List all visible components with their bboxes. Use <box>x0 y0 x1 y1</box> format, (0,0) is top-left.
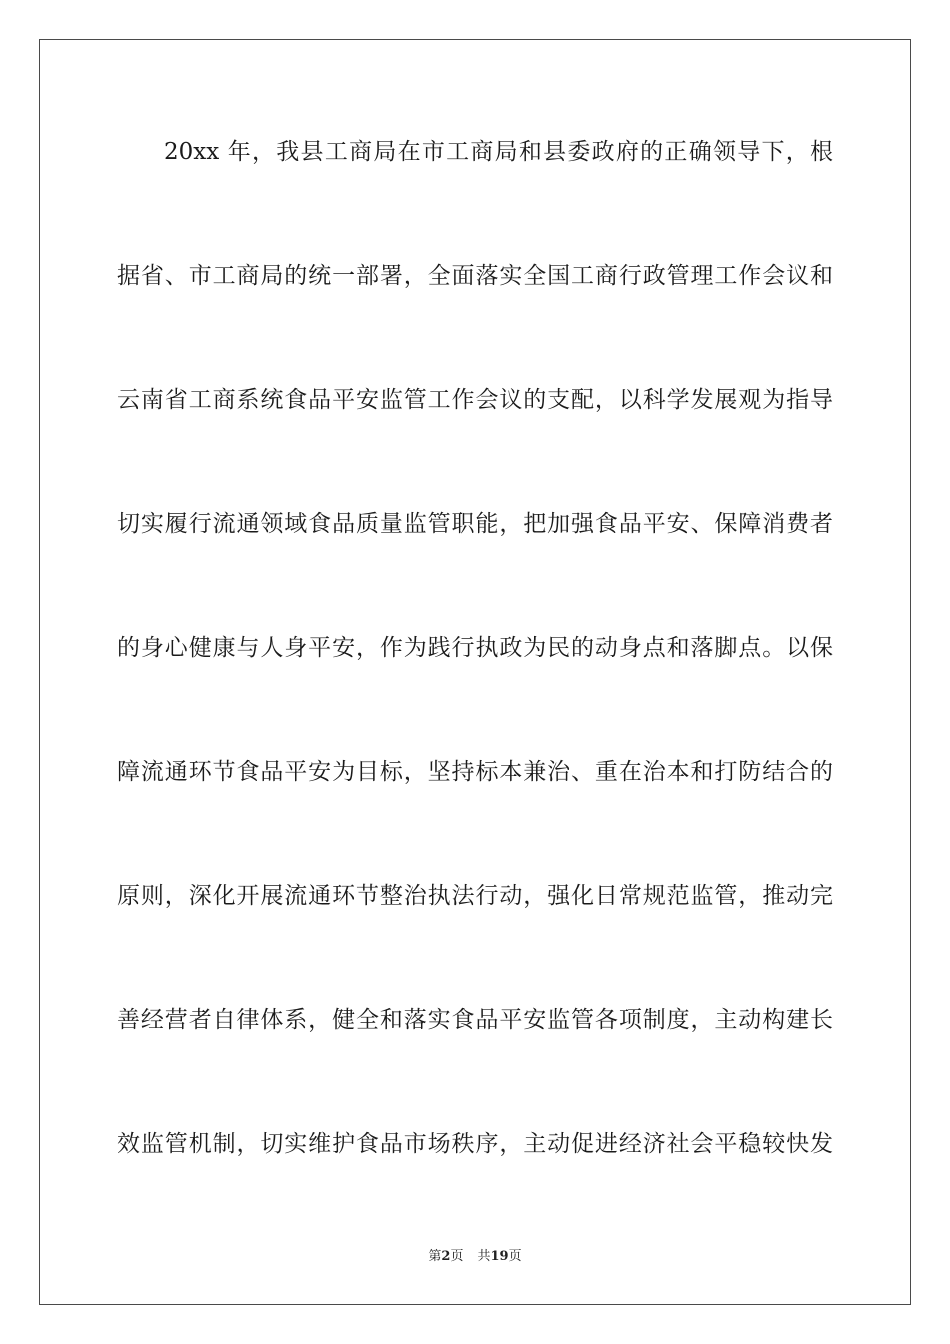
paragraph-line: 云南省工商系统食品平安监管工作会议的支配，以科学发展观为指导 <box>117 387 833 413</box>
paragraph-line: 20xx 年，我县工商局在市工商局和县委政府的正确领导下，根 <box>164 139 833 165</box>
paragraph-line: 切实履行流通领域食品质量监管职能，把加强食品平安、保障消费者 <box>117 511 833 537</box>
paragraph-line: 据省、市工商局的统一部署，全面落实全国工商行政管理工作会议和 <box>117 263 833 289</box>
paragraph-line: 原则，深化开展流通环节整治执法行动，强化日常规范监管，推动完 <box>117 883 833 909</box>
total-pages: 19 <box>490 1249 509 1264</box>
paragraph-line: 善经营者自律体系，健全和落实食品平安监管各项制度，主动构建长 <box>117 1007 833 1033</box>
page-suffix: 页 <box>450 1249 464 1264</box>
page-frame <box>39 39 911 1305</box>
total-suffix: 页 <box>508 1249 522 1264</box>
page-prefix: 第 <box>428 1249 442 1264</box>
paragraph-line: 效监管机制，切实维护食品市场秩序，主动促进经济社会平稳较快发 <box>117 1131 833 1157</box>
page-footer <box>0 1248 950 1266</box>
page-number: 2 <box>441 1249 451 1264</box>
total-prefix: 共 <box>477 1249 491 1264</box>
paragraph-line: 的身心健康与人身平安，作为践行执政为民的动身点和落脚点。以保 <box>117 635 833 661</box>
paragraph-line: 障流通环节食品平安为目标，坚持标本兼治、重在治本和打防结合的 <box>117 759 833 785</box>
